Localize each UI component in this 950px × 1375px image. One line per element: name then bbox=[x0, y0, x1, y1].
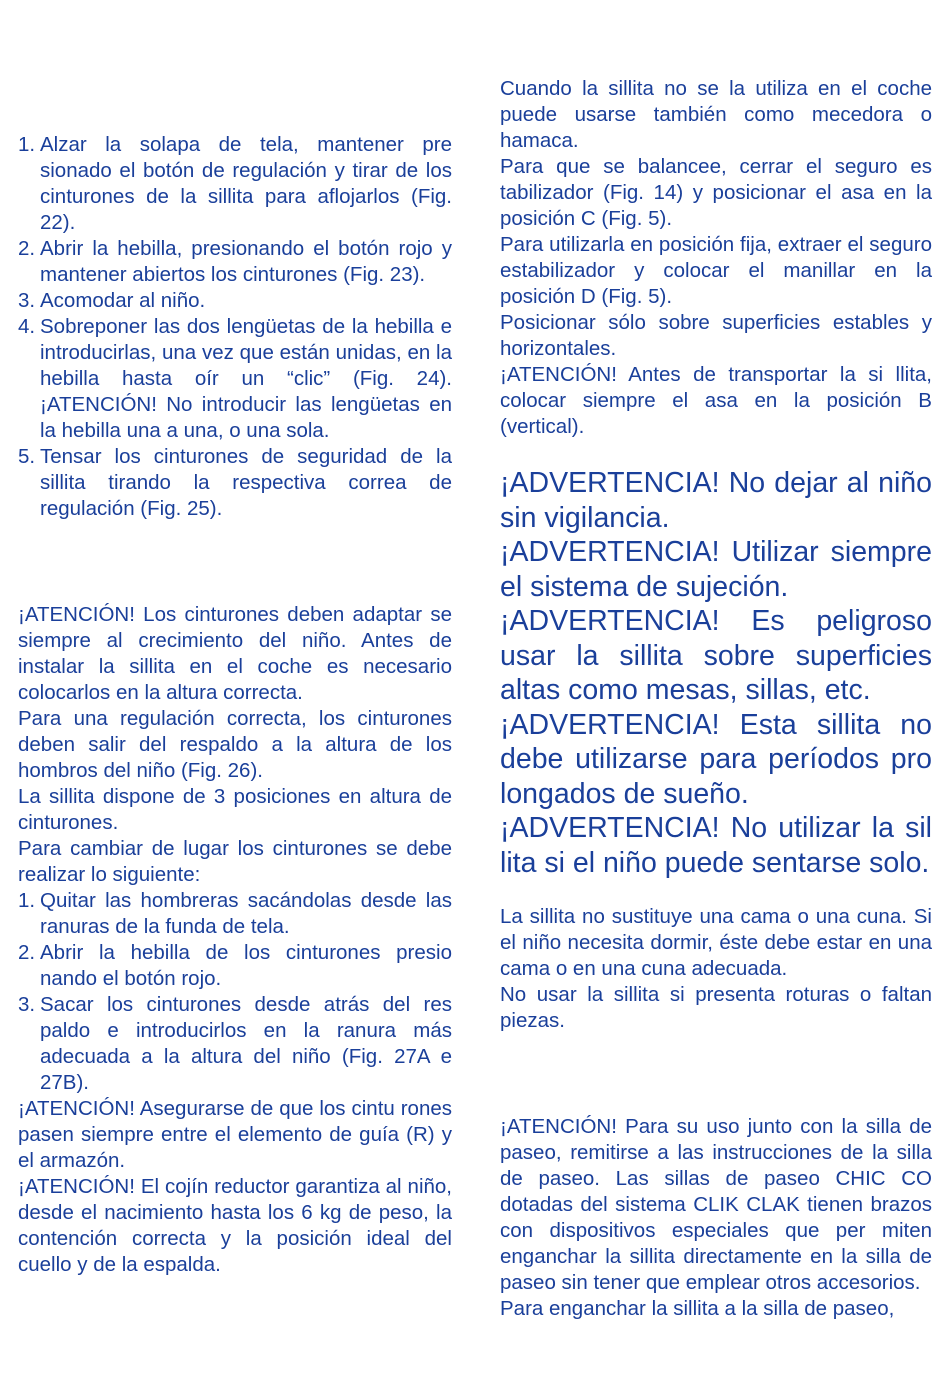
item-number: 1. bbox=[18, 889, 36, 912]
warning-text: ¡ADVERTENCIA! Utilizar siempre el sistema de sujeción. bbox=[500, 536, 932, 603]
warnings-block bbox=[500, 466, 932, 880]
warning-text: ¡ADVERTENCIA! Es peligroso usar la sillita sobre superficies altas como mesas, sillas, etc. bbox=[500, 605, 932, 706]
item-text: Tensar los cinturones de seguridad de la sillita tirando la respectiva correa de regulación (Fig. 25). bbox=[40, 445, 452, 520]
belt-height-steps-list bbox=[18, 888, 452, 1096]
item-number: 3. bbox=[18, 993, 36, 1016]
item-number: 5. bbox=[18, 445, 36, 468]
item-text: Quitar las hombreras sacándolas desde las ranuras de la funda de tela. bbox=[40, 889, 452, 938]
item-text: Alzar la solapa de tela, mantener pre sionado el botón de regulación y tirar de los cinturones de la sillita para aflojarlos (Fig. 22). bbox=[40, 133, 452, 234]
list-item bbox=[18, 888, 452, 940]
list-item bbox=[18, 940, 452, 992]
item-number: 4. bbox=[18, 315, 36, 338]
list-item bbox=[18, 444, 452, 522]
attention-paragraph: ¡ATENCIÓN! Los cinturones deben adaptar se siempre al crecimiento del niño. Antes de instalar la sillita en el coche es necesario colocarlos en la altura correcta. bbox=[18, 603, 452, 704]
item-text: Abrir la hebilla de los cinturones presio nando el botón rojo. bbox=[40, 941, 452, 990]
attention-paragraph: ¡ATENCIÓN! El cojín reductor garantiza al niño, desde el nacimiento hasta los 6 kg de peso, la contención correcta y la posición ideal del cuello y de la espalda. bbox=[18, 1175, 452, 1276]
attention-paragraph: ¡ATENCIÓN! Antes de transportar la si llita, colocar siempre el asa en la posición B (vertical). bbox=[500, 363, 932, 438]
item-text: Acomodar al niño. bbox=[40, 289, 206, 312]
item-text: Abrir la hebilla, presionando el botón rojo y mantener abiertos los cinturones (Fig. 23). bbox=[40, 237, 452, 286]
list-item bbox=[18, 132, 452, 236]
list-item bbox=[18, 236, 452, 288]
body-paragraph: Para utilizarla en posición fija, extraer el seguro estabilizador y colocar el manillar en la posición D (Fig. 5). bbox=[500, 233, 932, 308]
item-number: 1. bbox=[18, 133, 36, 156]
body-paragraph: Cuando la sillita no se la utiliza en el coche puede usarse también como mecedora o hamaca. bbox=[500, 77, 932, 152]
list-item bbox=[18, 288, 452, 314]
attention-paragraph: ¡ATENCIÓN! Para su uso junto con la silla de paseo, remitirse a las instrucciones de la silla de paseo. Las sillas de paseo CHIC CO dotadas del sistema CLIK CLAK tienen brazos con dispositivos especiales que per miten enganchar la sillita directamente en la silla de paseo sin tener que emplear otros accesorios. bbox=[500, 1115, 932, 1294]
right-column bbox=[500, 0, 932, 1322]
item-number: 2. bbox=[18, 237, 36, 260]
harness-steps-list bbox=[18, 132, 452, 522]
item-number: 3. bbox=[18, 289, 36, 312]
body-paragraph: Para que se balancee, cerrar el seguro es tabilizador (Fig. 14) y posicionar el asa en la posición C (Fig. 5). bbox=[500, 155, 932, 230]
item-number: 2. bbox=[18, 941, 36, 964]
left-column bbox=[18, 0, 452, 1278]
attention-paragraph: ¡ATENCIÓN! Asegurarse de que los cintu rones pasen siempre entre el elemento de guía (R) y el armazón. bbox=[18, 1097, 452, 1172]
body-paragraph: La sillita no sustituye una cama o una cuna. Si el niño necesita dormir, éste debe estar en una cama o en una cuna adecuada. bbox=[500, 905, 932, 980]
warning-text: ¡ADVERTENCIA! Esta sillita no debe utilizarse para períodos pro longados de sueño. bbox=[500, 708, 932, 810]
body-paragraph: La sillita dispone de 3 posiciones en altura de cinturones. bbox=[18, 785, 452, 834]
body-paragraph: Para enganchar la sillita a la silla de paseo, bbox=[500, 1297, 895, 1320]
body-paragraph: Posicionar sólo sobre superficies estables y horizontales. bbox=[500, 311, 932, 360]
list-item bbox=[18, 314, 452, 444]
item-text: Sobreponer las dos lengüetas de la hebilla e introducirlas, una vez que están unidas, en la hebilla hasta oír un “clic” (Fig. 24). ¡ATENCIÓN! No introducir las lengüetas en la hebilla una a una, o una sola. bbox=[40, 315, 452, 442]
warning-text: ¡ADVERTENCIA! No utilizar la sil lita si el niño puede sentarse solo. bbox=[500, 812, 932, 879]
body-paragraph: Para cambiar de lugar los cinturones se debe realizar lo siguiente: bbox=[18, 837, 452, 886]
list-item bbox=[18, 992, 452, 1096]
body-paragraph: Para una regulación correcta, los cinturones deben salir del respaldo a la altura de los hombros del niño (Fig. 26). bbox=[18, 707, 452, 782]
body-paragraph: No usar la sillita si presenta roturas o faltan piezas. bbox=[500, 983, 932, 1032]
warning-text: ¡ADVERTENCIA! No dejar al niño sin vigilancia. bbox=[500, 467, 932, 534]
item-text: Sacar los cinturones desde atrás del res paldo e introducirlos en la ranura más adecuada a la altura del niño (Fig. 27A e 27B). bbox=[40, 993, 452, 1094]
